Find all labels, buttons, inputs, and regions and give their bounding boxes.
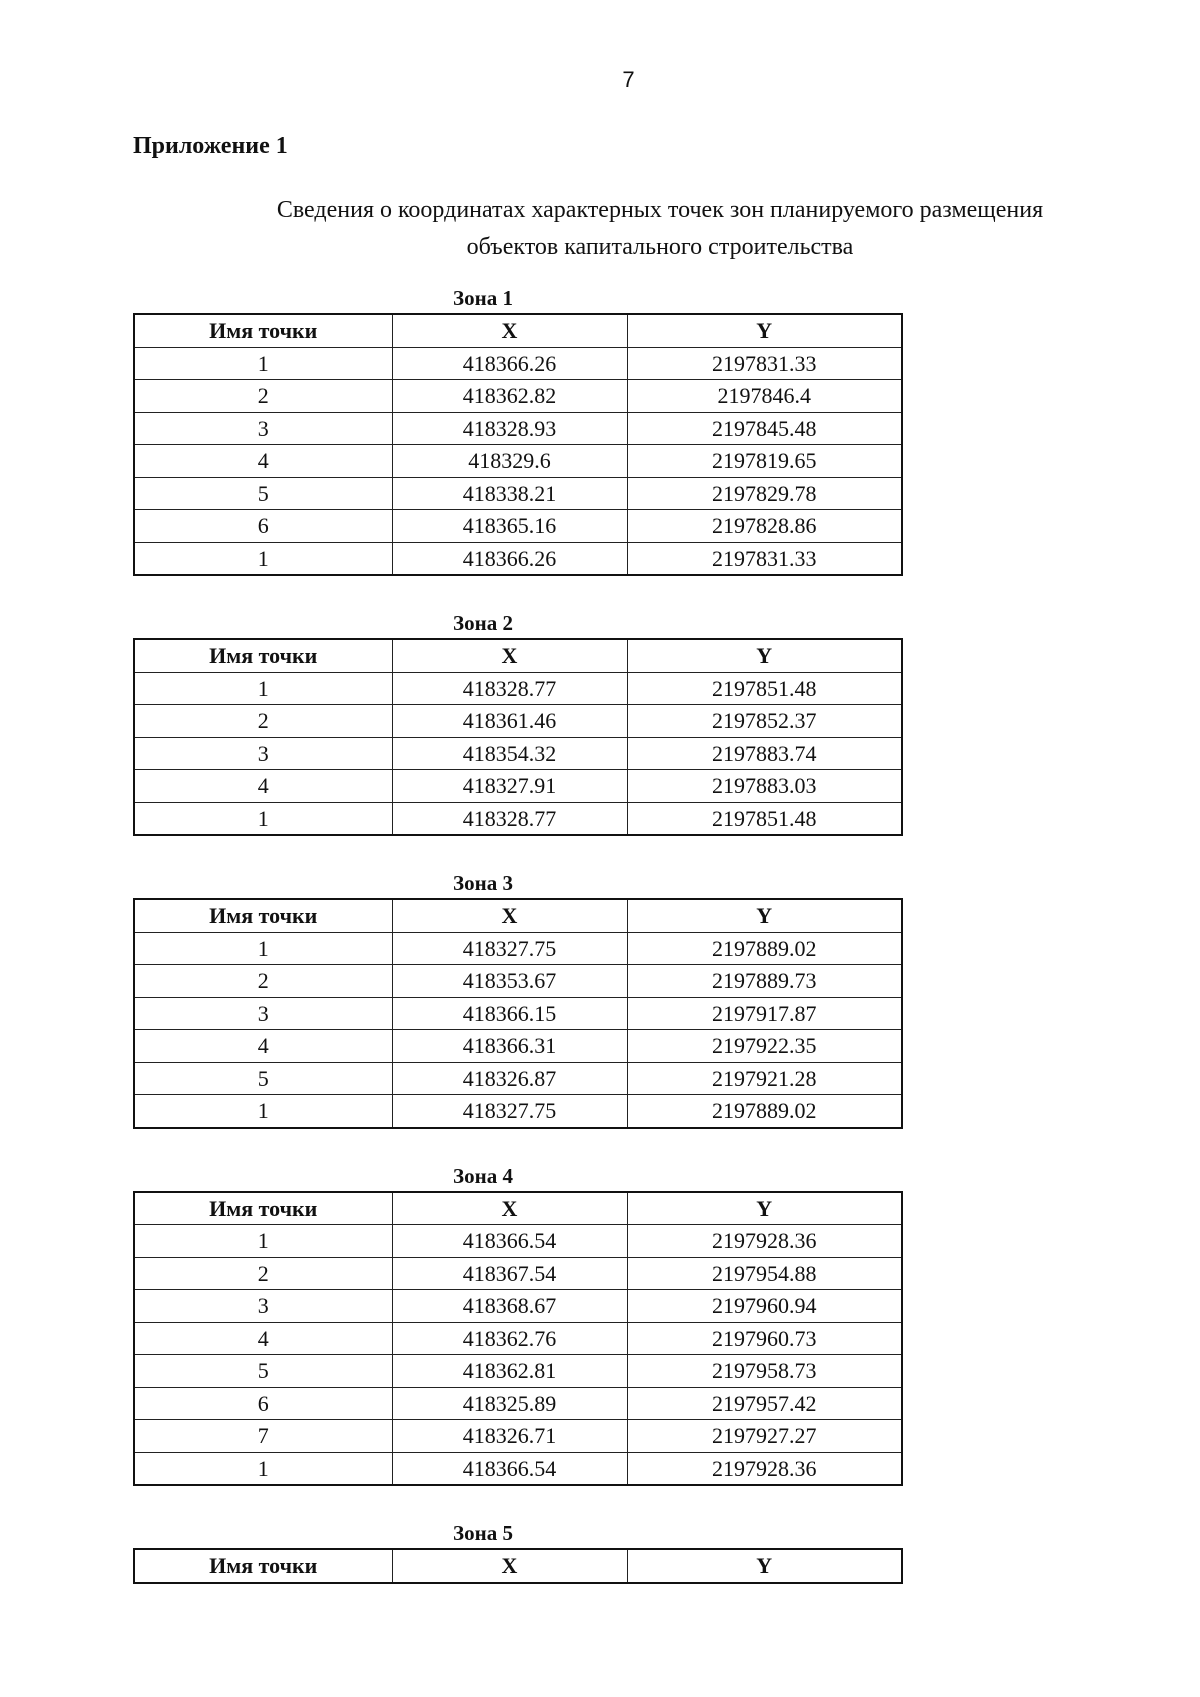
x-coordinate-cell: 418338.21 <box>392 477 627 510</box>
point-name-cell: 3 <box>134 737 392 770</box>
point-name-cell: 5 <box>134 477 392 510</box>
column-header-point-name: Имя точки <box>134 1549 392 1583</box>
x-coordinate-cell: 418328.93 <box>392 412 627 445</box>
table-row <box>134 1387 902 1420</box>
point-name-cell: 2 <box>134 380 392 413</box>
point-name-cell: 2 <box>134 705 392 738</box>
heading-line-1: Сведения о координатах характерных точек зон планируемого размещения <box>276 197 1044 223</box>
coordinates-table <box>133 638 903 836</box>
x-coordinate-cell: 418328.77 <box>392 672 627 705</box>
x-coordinate-cell: 418367.54 <box>392 1257 627 1290</box>
x-coordinate-cell: 418326.87 <box>392 1062 627 1095</box>
point-name-cell: 1 <box>134 672 392 705</box>
zone-title: Зона 1 <box>453 286 513 310</box>
point-name-cell: 1 <box>134 1452 392 1485</box>
x-coordinate-cell: 418362.82 <box>392 380 627 413</box>
point-name-cell: 7 <box>134 1420 392 1453</box>
column-header-x: X <box>392 1192 627 1225</box>
y-coordinate-cell: 2197883.74 <box>627 737 902 770</box>
point-name-cell: 1 <box>134 542 392 575</box>
point-name-cell: 5 <box>134 1355 392 1388</box>
zone-title: Зона 2 <box>453 611 513 635</box>
x-coordinate-cell: 418362.76 <box>392 1322 627 1355</box>
appendix-title: Приложение 1 <box>133 133 288 159</box>
column-header-y: Y <box>627 1192 902 1225</box>
table-row <box>134 997 902 1030</box>
table-row <box>134 770 902 803</box>
y-coordinate-cell: 2197889.73 <box>627 965 902 998</box>
column-header-x: X <box>392 314 627 347</box>
table-row <box>134 380 902 413</box>
x-coordinate-cell: 418368.67 <box>392 1290 627 1323</box>
coordinates-table <box>133 313 903 576</box>
point-name-cell: 1 <box>134 1225 392 1258</box>
y-coordinate-cell: 2197960.94 <box>627 1290 902 1323</box>
y-coordinate-cell: 2197883.03 <box>627 770 902 803</box>
x-coordinate-cell: 418326.71 <box>392 1420 627 1453</box>
point-name-cell: 1 <box>134 932 392 965</box>
y-coordinate-cell: 2197958.73 <box>627 1355 902 1388</box>
x-coordinate-cell: 418366.26 <box>392 347 627 380</box>
table-row <box>134 802 902 835</box>
y-coordinate-cell: 2197889.02 <box>627 1095 902 1128</box>
column-header-y: Y <box>627 1549 902 1583</box>
zone-title: Зона 4 <box>453 1163 513 1188</box>
x-coordinate-cell: 418366.31 <box>392 1030 627 1063</box>
coordinates-table <box>133 1548 903 1584</box>
y-coordinate-cell: 2197829.78 <box>627 477 902 510</box>
table-header-row <box>134 899 902 932</box>
point-name-cell: 4 <box>134 445 392 478</box>
column-header-point-name: Имя точки <box>134 1192 392 1225</box>
x-coordinate-cell: 418366.26 <box>392 542 627 575</box>
table-row <box>134 932 902 965</box>
table-row <box>134 412 902 445</box>
y-coordinate-cell: 2197851.48 <box>627 802 902 835</box>
column-header-x: X <box>392 639 627 672</box>
point-name-cell: 6 <box>134 1387 392 1420</box>
table-row <box>134 737 902 770</box>
y-coordinate-cell: 2197922.35 <box>627 1030 902 1063</box>
point-name-cell: 1 <box>134 1095 392 1128</box>
table-row <box>134 1030 902 1063</box>
y-coordinate-cell: 2197921.28 <box>627 1062 902 1095</box>
x-coordinate-cell: 418329.6 <box>392 445 627 478</box>
y-coordinate-cell: 2197928.36 <box>627 1452 902 1485</box>
y-coordinate-cell: 2197852.37 <box>627 705 902 738</box>
y-coordinate-cell: 2197831.33 <box>627 347 902 380</box>
zone-section <box>133 868 901 1129</box>
x-coordinate-cell: 418361.46 <box>392 705 627 738</box>
x-coordinate-cell: 418327.75 <box>392 1095 627 1128</box>
column-header-y: Y <box>627 314 902 347</box>
table-row <box>134 1355 902 1388</box>
point-name-cell: 5 <box>134 1062 392 1095</box>
y-coordinate-cell: 2197851.48 <box>627 672 902 705</box>
y-coordinate-cell: 2197917.87 <box>627 997 902 1030</box>
table-row <box>134 1095 902 1128</box>
table-header-row <box>134 1192 902 1225</box>
y-coordinate-cell: 2197819.65 <box>627 445 902 478</box>
table-row <box>134 1290 902 1323</box>
table-header-row <box>134 639 902 672</box>
table-row <box>134 705 902 738</box>
table-row <box>134 510 902 543</box>
point-name-cell: 2 <box>134 1257 392 1290</box>
y-coordinate-cell: 2197846.4 <box>627 380 902 413</box>
zone-title: Зона 3 <box>453 871 513 895</box>
y-coordinate-cell: 2197928.36 <box>627 1225 902 1258</box>
table-row <box>134 1420 902 1453</box>
point-name-cell: 2 <box>134 965 392 998</box>
y-coordinate-cell: 2197960.73 <box>627 1322 902 1355</box>
table-row <box>134 445 902 478</box>
page-number: 7 <box>622 67 635 92</box>
y-coordinate-cell: 2197957.42 <box>627 1387 902 1420</box>
column-header-x: X <box>392 899 627 932</box>
column-header-point-name: Имя точки <box>134 314 392 347</box>
point-name-cell: 3 <box>134 1290 392 1323</box>
table-row <box>134 672 902 705</box>
y-coordinate-cell: 2197954.88 <box>627 1257 902 1290</box>
table-header-row <box>134 314 902 347</box>
y-coordinate-cell: 2197845.48 <box>627 412 902 445</box>
column-header-point-name: Имя точки <box>134 899 392 932</box>
x-coordinate-cell: 418366.54 <box>392 1452 627 1485</box>
zone-section <box>133 283 901 576</box>
table-row <box>134 1062 902 1095</box>
table-row <box>134 1322 902 1355</box>
x-coordinate-cell: 418327.91 <box>392 770 627 803</box>
column-header-y: Y <box>627 639 902 672</box>
point-name-cell: 1 <box>134 347 392 380</box>
x-coordinate-cell: 418325.89 <box>392 1387 627 1420</box>
heading-line-2: объектов капитального строительства <box>466 234 854 260</box>
x-coordinate-cell: 418354.32 <box>392 737 627 770</box>
point-name-cell: 6 <box>134 510 392 543</box>
column-header-x: X <box>392 1549 627 1583</box>
point-name-cell: 4 <box>134 1030 392 1063</box>
y-coordinate-cell: 2197831.33 <box>627 542 902 575</box>
x-coordinate-cell: 418365.16 <box>392 510 627 543</box>
x-coordinate-cell: 418366.15 <box>392 997 627 1030</box>
zone-section <box>133 608 901 836</box>
table-row <box>134 1452 902 1485</box>
coordinates-table <box>133 1191 903 1487</box>
point-name-cell: 1 <box>134 802 392 835</box>
table-row <box>134 965 902 998</box>
x-coordinate-cell: 418328.77 <box>392 802 627 835</box>
table-row <box>134 1257 902 1290</box>
x-coordinate-cell: 418362.81 <box>392 1355 627 1388</box>
table-header-row <box>134 1549 902 1583</box>
zone-section <box>133 1161 901 1487</box>
table-row <box>134 347 902 380</box>
column-header-point-name: Имя точки <box>134 639 392 672</box>
y-coordinate-cell: 2197889.02 <box>627 932 902 965</box>
document-heading <box>150 192 1170 266</box>
table-row <box>134 1225 902 1258</box>
table-row <box>134 477 902 510</box>
coordinates-table <box>133 898 903 1129</box>
table-row <box>134 542 902 575</box>
point-name-cell: 3 <box>134 412 392 445</box>
point-name-cell: 4 <box>134 770 392 803</box>
zone-title: Зона 5 <box>453 1521 513 1545</box>
zone-section <box>133 1518 901 1584</box>
x-coordinate-cell: 418353.67 <box>392 965 627 998</box>
x-coordinate-cell: 418366.54 <box>392 1225 627 1258</box>
y-coordinate-cell: 2197828.86 <box>627 510 902 543</box>
zones-container <box>133 283 901 1616</box>
column-header-y: Y <box>627 899 902 932</box>
y-coordinate-cell: 2197927.27 <box>627 1420 902 1453</box>
point-name-cell: 4 <box>134 1322 392 1355</box>
x-coordinate-cell: 418327.75 <box>392 932 627 965</box>
point-name-cell: 3 <box>134 997 392 1030</box>
